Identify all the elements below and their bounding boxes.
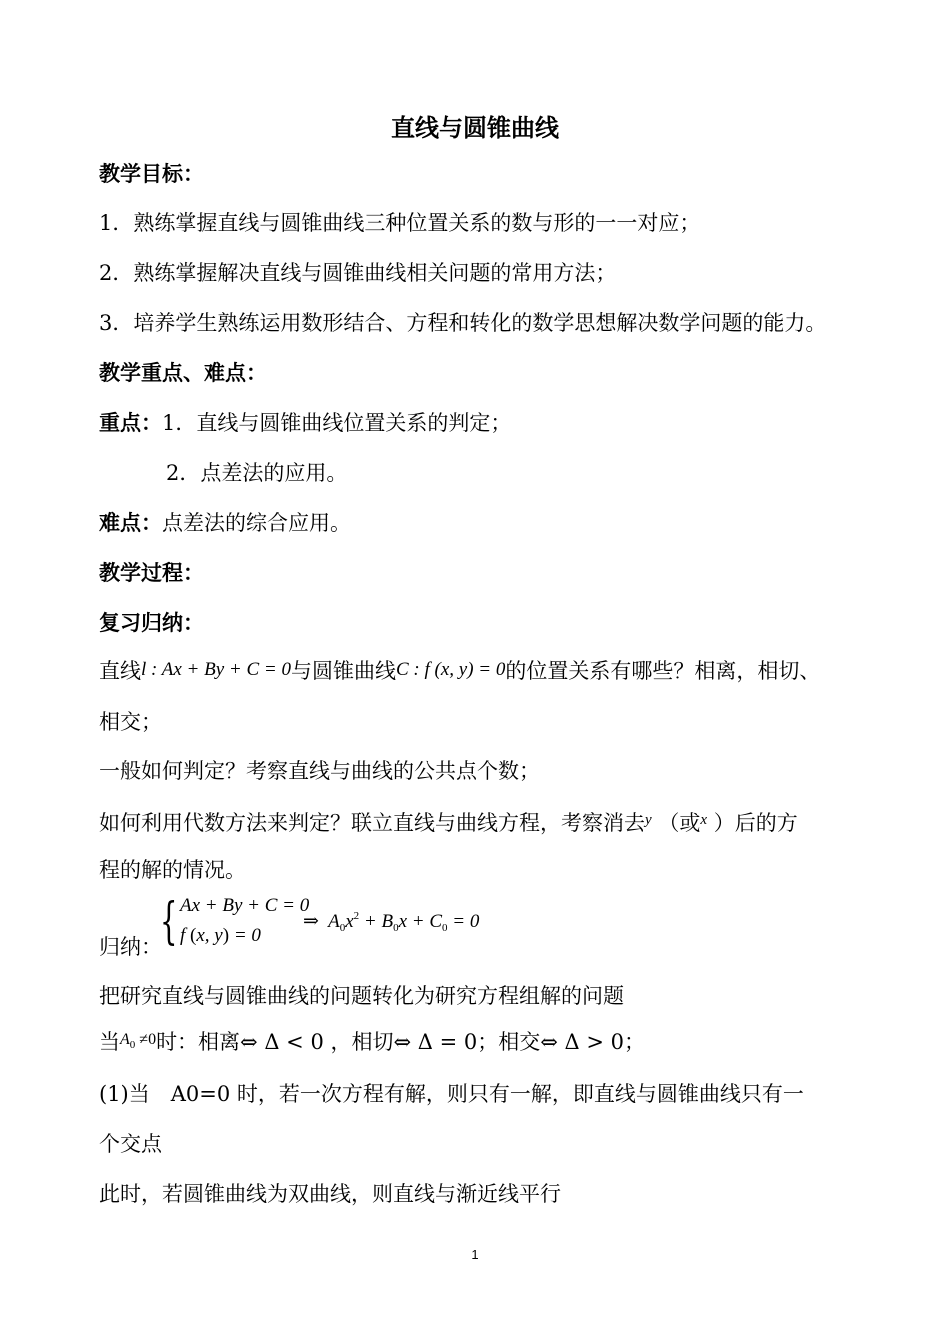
review-paragraph-5: 把研究直线与圆锥曲线的问题转化为研究方程组解的问题 [99,984,624,1008]
text-run: 当 [99,1030,120,1054]
review-paragraph-3 [99,806,798,837]
review-paragraph-8: 此时，若圆锥曲线为双曲线，则直线与渐近线平行 [99,1182,561,1206]
text-run: 如何利用代数方法来判定？联立直线与曲线方程，考察消去 [99,811,645,835]
page-number: 1 [471,1247,479,1262]
review-paragraph-1 [99,656,820,685]
text-run: 与圆锥曲线 [290,659,396,683]
objective-1: 1．熟练掌握直线与圆锥曲线三种位置关系的数与形的一一对应； [99,211,701,235]
review-paragraph-7-cont: 个交点 [99,1132,162,1156]
text-run: 直线 [99,659,141,683]
key-point-1-line [99,409,511,437]
review-paragraph-3-cont: 程的解的情况。 [99,858,246,882]
difficulty-label: 难点： [99,511,162,535]
review-paragraph-6 [99,1026,645,1059]
summary-label: 归纳： [99,935,162,959]
equation-system [160,893,490,955]
key-point-2: 2．点差法的应用。 [166,461,348,485]
system-row-2: f (x, y) = 0 [180,925,261,946]
var-x: x [700,812,708,828]
document-title: 直线与圆锥曲线 [391,114,559,142]
objective-2: 2．熟练掌握解决直线与圆锥曲线相关问题的常用方法； [99,261,617,285]
objectives-heading: 教学目标： [99,162,204,186]
left-brace: { [160,892,178,950]
review-heading: 复习归纳： [99,611,204,635]
key-point-1: 1．直线与圆锥曲线位置关系的判定； [162,411,512,435]
a0-condition: A0 ≠0 [120,1031,157,1051]
objective-3: 3．培养学生熟练运用数形结合、方程和转化的数学思想解决数学问题的能力。 [99,311,827,335]
condition-text: ≠0 [139,1031,157,1048]
system-row-1: Ax + By + C = 0 [180,895,310,916]
key-points-heading: 教学重点、难点： [99,361,267,385]
review-paragraph-2: 一般如何判定？考察直线与曲线的公共点个数； [99,759,540,783]
review-paragraph-7: (1)当 A0=0 时，若一次方程有解，则只有一解，即直线与圆锥曲线只有一 [99,1082,804,1106]
key-label: 重点： [99,411,162,435]
curve-equation: C : f (x, y) = 0 [395,659,506,680]
difficulty-text: 点差法的综合应用。 [162,511,351,535]
discriminant-cases: 时：相离⇔ Δ < 0 ，相切⇔ Δ = 0；相交⇔ Δ > 0； [156,1030,645,1054]
difficulty-line [99,509,351,537]
text-run: （或 [658,811,701,835]
text-run: 的位置关系有哪些？相离，相切、 [505,659,821,683]
line-equation: l : Ax + By + C = 0 [141,659,291,680]
review-paragraph-1-cont: 相交； [99,710,162,734]
var-y: y [645,812,652,828]
process-heading: 教学过程： [99,561,204,585]
text-run: ）后的方 [713,811,798,835]
implies-result: ⇒ $A_0x^2 + B_0x + C_0 = 0$ [303,910,480,934]
